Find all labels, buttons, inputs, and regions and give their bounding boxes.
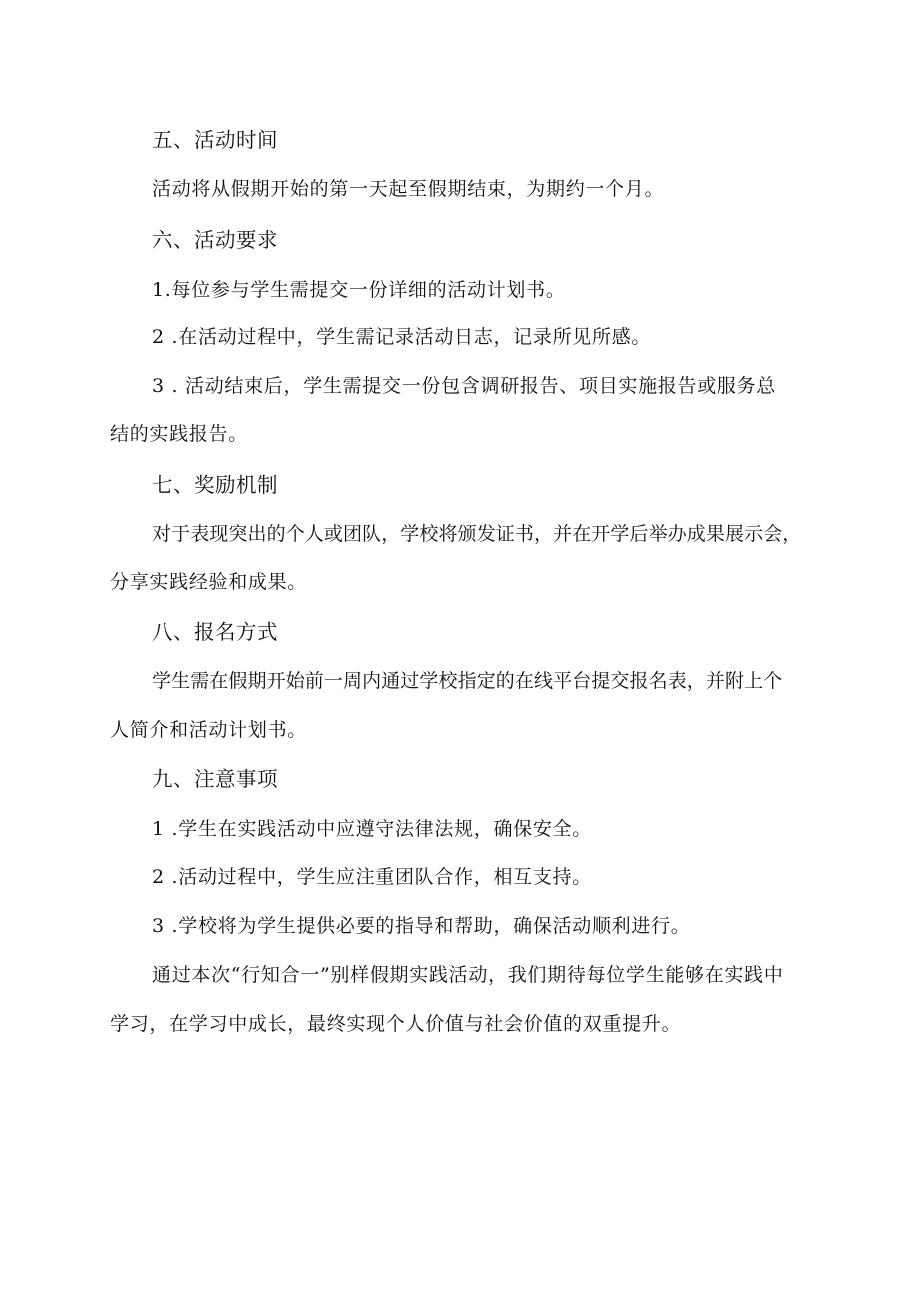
section-heading-registration: 八、报名方式 bbox=[152, 620, 278, 644]
section-heading-activity-requirements: 六、活动要求 bbox=[152, 228, 278, 252]
section-heading-activity-time: 五、活动时间 bbox=[152, 128, 278, 152]
list-item: 3 . 活动结束后，学生需提交一份包含调研报告、项目实施报告或服务总 bbox=[152, 375, 777, 397]
paragraph-line: 学生需在假期开始前一周内通过学校指定的在线平台提交报名表，并附上个 bbox=[152, 670, 783, 692]
list-item: 1.每位参与学生需提交一份详细的活动计划书。 bbox=[152, 279, 566, 301]
paragraph-line: 结的实践报告。 bbox=[110, 423, 248, 445]
paragraph-line: 对于表现突出的个人或团队，学校将颁发证书，并在开学后举办成果展示会， bbox=[152, 523, 802, 545]
paragraph-line: 分享实践经验和成果。 bbox=[110, 571, 308, 593]
conclusion-line: 通过本次“行知合一”别样假期实践活动，我们期待每位学生能够在实践中 bbox=[152, 964, 784, 986]
list-item: 1 .学生在实践活动中应遵守法律法规，确保安全。 bbox=[152, 818, 592, 840]
paragraph-line: 人简介和活动计划书。 bbox=[110, 719, 308, 741]
conclusion-line: 学习，在学习中成长，最终实现个人价值与社会价值的双重提升。 bbox=[110, 1013, 682, 1035]
list-item: 2 .活动过程中，学生应注重团队合作，相互支持。 bbox=[152, 866, 592, 888]
section-heading-notes: 九、注意事项 bbox=[152, 767, 278, 791]
list-item: 3 .学校将为学生提供必要的指导和帮助，确保活动顺利进行。 bbox=[152, 915, 691, 937]
section-heading-reward-mechanism: 七、奖励机制 bbox=[152, 473, 278, 497]
list-item: 2 .在活动过程中，学生需记录活动日志，记录所见所感。 bbox=[152, 326, 652, 348]
paragraph-line: 活动将从假期开始的第一天起至假期结束，为期约一个月。 bbox=[152, 178, 665, 200]
